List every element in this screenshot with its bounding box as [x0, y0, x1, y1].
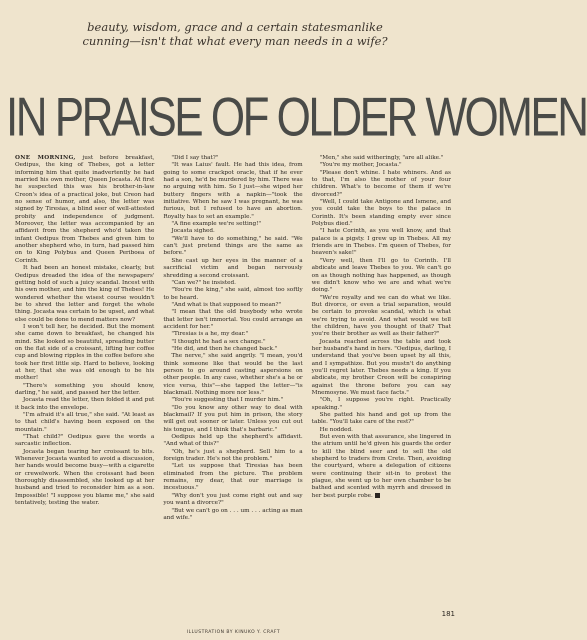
- paragraph: "I hate Corinth, as you well know, and that palace is a pigsty. I grew up in Thebes. All my friends are in Thebes. I'm queen of Thebes, for heaven's sake!": [311, 228, 451, 257]
- paragraph: Jocasta reached across the table and took her husband's hand in hers. "Oedipus, darling, I understand that you've been upset by all this, and I sympathize. But you mustn't do anything you'll regret later. Thebes needs a king. If you abdicate, my brother Creon will be conspiring against the throne before you can say Mnemosyne. We must face facts.": [311, 338, 451, 396]
- paragraph: [15, 155, 154, 265]
- paragraph: "But we can't go on . . . um . . . acting as man and wife.": [163, 507, 303, 521]
- paragraph: "There's something you should know, darling," he said, and passed her the letter.: [15, 382, 155, 396]
- page-number: 181: [441, 610, 455, 618]
- paragraph: "I'm afraid it's all true," she said. "At least as to that child's having been exposed on the mountain.": [15, 412, 155, 433]
- paragraph: "Men," she said witheringly, "are all alike.": [319, 155, 444, 161]
- paragraph: "You're the king," she said, almost too softly to be heard.: [163, 287, 303, 301]
- paragraph: "Can we?" he insisted.: [171, 279, 236, 286]
- paragraph: "A fine example we're setting!": [171, 221, 262, 228]
- article-title: IN PRAISE OF OLDER WOMEN: [6, 86, 587, 148]
- paragraph: "Please don't whine. I hate whiners. And as to that, I'm also the mother of your four children. What's to become of them if we're divorced?": [311, 169, 451, 198]
- paragraph: "He did, and then he changed back.": [171, 345, 278, 352]
- paragraph: "Do you know any other way to deal with blackmail? If you put him in prison, the story will get out sooner or later. Unless you cut out his tongue, and I think that's barbaric.": [163, 404, 303, 433]
- text-column-2: [163, 155, 302, 625]
- opening-smallcaps: ONE MORNING,: [15, 155, 76, 161]
- paragraph: "Well, I could take Antigone and Ismene, and you could take the boys to the palace in Corinth. It's been standing empty ever since Polybus died.": [311, 199, 451, 228]
- deck-line-1: beauty, wisdom, grace and a certain statesmanlike: [87, 20, 383, 34]
- paragraph: "Oh, he's just a shepherd. Sell him to a foreign trader. He's not the problem.": [163, 448, 303, 463]
- end-mark-icon: [375, 493, 380, 498]
- paragraph: "You're my mother, Jocasta.": [319, 162, 402, 169]
- paragraph: "I thought he had a sex change.": [171, 338, 266, 345]
- deck-line-2: cunning—isn't that what every man needs in a wife?: [82, 34, 388, 48]
- illustration-credit: ILLUSTRATION BY KINUKO Y. CRAFT: [186, 630, 281, 635]
- paragraph: "We'll have to do something," he said. "We can't just pretend things are the same as before.": [163, 235, 303, 257]
- paragraph: "Why don't you just come right out and say you want a divorce?": [163, 492, 303, 507]
- paragraph: "Let us suppose that Tiresias has been eliminated from the picture. The problem remains, my dear, that our marriage is incestuous.": [163, 463, 303, 492]
- paragraph: Jocasta sighed.: [171, 228, 215, 235]
- paragraph: She cast up her eyes in the manner of a sacrificial victim and began nervously shredding a second croissant.: [163, 257, 303, 279]
- text-column-3: [312, 155, 451, 625]
- paragraph: "Oh, I suppose you're right. Practically speaking.": [311, 397, 451, 411]
- paragraph: It had been an honest mistake, clearly, but Oedipus dreaded the idea of the newspapers' getting hold of such a juicy scandal. Incest with his own mother, and him the king of Thebes! He wondered whether the wisest course wouldn't be to shred the letter and forget the whole thing. Jocasta was certain to be upset, and what else could be done to mend matters now?: [15, 265, 155, 323]
- paragraph: "That child?" Oedipus gave the words a sarcastic inflection.: [15, 434, 155, 448]
- paragraph: "We're royalty and we can do what we like. But divorce, or even a trial separation, would be certain to provoke scandal, which is what we're trying to avoid. And what would we tell the children, have you thought of that? That you're their brother as well as their father?": [311, 294, 451, 338]
- paragraph: Jocasta read the letter, then folded it and put it back into the envelope.: [15, 397, 155, 411]
- paragraph: "I mean that the old busybody who wrote that letter isn't immortal. You could arrange an accident for her.": [163, 309, 303, 330]
- article-body: [15, 155, 451, 625]
- paragraph: [312, 434, 451, 500]
- paragraph: "And what is that supposed to mean?": [171, 301, 282, 308]
- paragraph: She patted his hand and got up from the table. "You'll take care of the rest?": [311, 412, 451, 426]
- paragraph: "Tiresias is a he, my dear.": [171, 331, 249, 338]
- paragraph-text: just before breakfast, Oedipus, the king of Thebes, got a letter informing him that quite inadvertently he had married his own mother, Queen Jocasta. At first he suspected this was his brother-in-law Creon's idea of a practical joke, but Creon had no sense of humor, and also, the letter was signed by Tiresias, a blind seer of well-attested probity and independence of judgment. Moreover, the letter was accompanied by an affidavit from the shepherd who'd taken the infant Oedipus from Thebes and given him to another shepherd who, in turn, had passed him on to King Polybus and Queen Periboea of Corinth.: [15, 155, 155, 264]
- paragraph: Oedipus held up the shepherd's affidavit. "And what of this?": [163, 434, 303, 448]
- paragraph: "You're suggesting that I murder him.": [171, 397, 284, 404]
- deck-subtitle: [60, 20, 410, 48]
- paragraph: He nodded.: [319, 426, 353, 433]
- paragraph-text: But even with that assurance, she lingered in the atrium until he'd given his guards the order to kill the blind seer and to sell the old shepherd to traders from Crete. Then, avoiding the courtyard, where a delegation of citizens were continuing their sit-in to protest the plague, she went up to her own chamber to be bathed and scented with myrrh and dressed in her best purple robe.: [311, 434, 451, 499]
- paragraph: Jocasta began tearing her croissant to bits. Whenever Jocasta wanted to avoid a discussion, her hands would become busy—with a cigarette or crewelwork. When the croissant had been thoroughly disassembled, she looked up at her husband and tried to reconsider him as a son. Impossible! "I suppose you blame me," she said tentatively, testing the water.: [15, 448, 155, 507]
- paragraph: I won't tell her, he decided. But the moment she came down to breakfast, he changed his mind. She looked so beautiful, spreading butter on the flat side of a croissant, lifting her coffee cup and blowing ripples in the coffee before she took her first little sip. Hard to believe, looking at her, that she was old enough to be his mother!: [15, 323, 155, 382]
- paragraph: "Very well, then I'll go to Corinth. I'll abdicate and leave Thebes to you. We can't go on as though nothing has happened, as though we didn't know who we are and what we're doing.": [311, 257, 451, 294]
- text-column-1: [15, 155, 154, 625]
- paragraph: The nerve," she said angrily. "I mean, you'd think someone like that would be the last person to go around casting aspersions on other people. In any case, whether she's a he or vice versa, this"—she tapped the letter—"is blackmail. Nothing more nor less.": [163, 353, 303, 396]
- paragraph: "Did I say that?": [171, 155, 219, 161]
- paragraph: "It was Laius' fault. He had this idea, from going to some crackpot oracle, that if he ever had a son, he'd be murdered by him. There was no arguing with him. So I just—she wiped her buttery fingers with a napkin—"took the initiative. When he saw I was pregnant, he was furious, but I refused to have an abortion. Royalty has to set an example.": [163, 162, 303, 220]
